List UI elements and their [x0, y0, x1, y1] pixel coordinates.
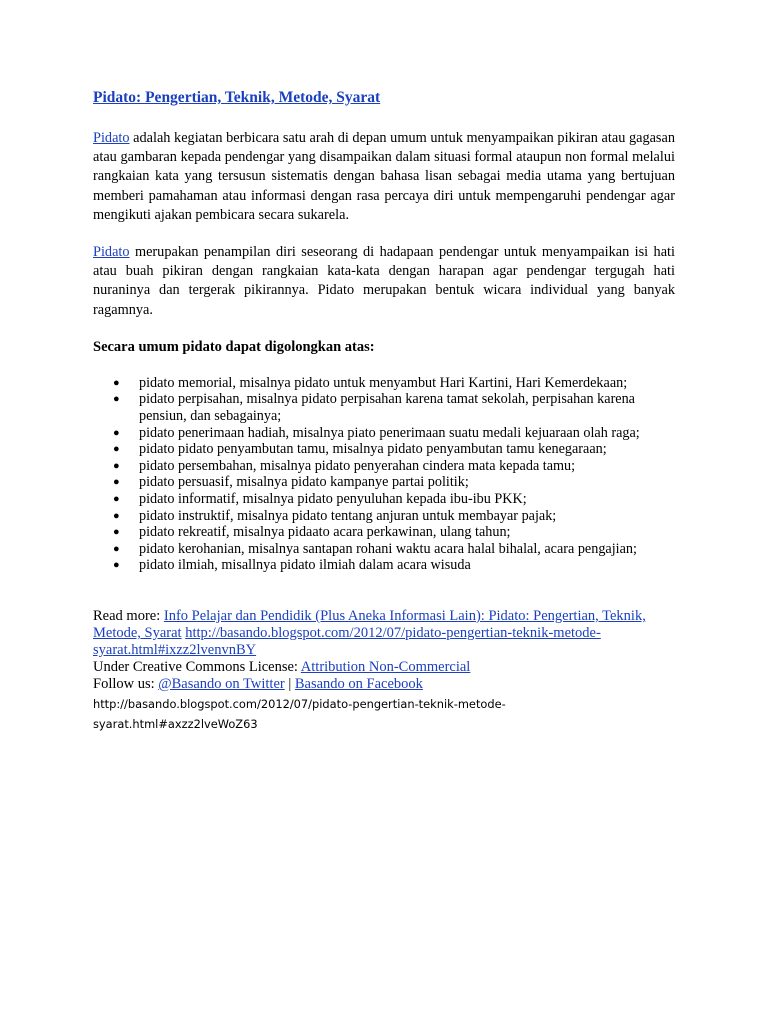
facebook-link[interactable]: Basando on Facebook	[294, 675, 423, 692]
pidato-types-list	[93, 375, 675, 574]
bullet-icon: ●	[113, 376, 120, 389]
bullet-icon: ●	[113, 526, 120, 539]
list-item: ● pidato kerohanian, misalnya santapan rohani waktu acara halal bihalal, acara pengajian;	[113, 540, 637, 557]
paragraph-definition-text: adalah kegiatan berbicara satu arah di depan umum untuk menyampaikan pikiran atau gagasan atau gambaran kepada pendengar yang disampaikan dalam situasi formal ataupun non formal melalui rangkaian kata yang tersusun sistematis dengan bahasa lisan sebagai media utama yang bertujuan memberi pamahaman atau informasi dengan rasa percaya diri untuk mempengaruhi pendengar agar mengikuti ajakan pembicara secara sukarela.	[93, 130, 675, 223]
list-item: ● pidato informatif, misalnya pidato penyuluhan kepada ibu-ibu PKK;	[113, 490, 527, 507]
document-page	[93, 88, 675, 734]
list-item: ● pidato ilmiah, misallnya pidato ilmiah dalam acara wisuda	[113, 557, 471, 574]
list-item: ● pidato pidato penyambutan tamu, misalnya pidato penyambutan tamu kenegaraan;	[113, 441, 607, 458]
pidato-link-2[interactable]: Pidato	[93, 244, 130, 261]
twitter-link[interactable]: @Basando on Twitter	[158, 675, 285, 692]
read-more-link[interactable]: Info Pelajar dan Pendidik (Plus Aneka Informasi Lain): Pidato: Pengertian, Teknik, Metode, Syarat	[93, 607, 646, 641]
bullet-icon: ●	[113, 542, 120, 555]
footer	[93, 608, 653, 734]
bullet-icon: ●	[113, 426, 120, 439]
list-item: ● pidato rekreatif, misalnya pidaato acara perkawinan, ulang tahun;	[113, 524, 511, 541]
title-link[interactable]: Pidato: Pengertian, Teknik, Metode, Syarat	[93, 89, 381, 106]
list-item: ● pidato instruktif, misalnya pidato tentang anjuran untuk membayar pajak;	[113, 507, 557, 524]
follow-line	[93, 676, 653, 693]
bullet-icon: ●	[113, 443, 120, 456]
list-item: ● pidato persuasif, misalnya pidato kampanye partai politik;	[113, 474, 469, 491]
bullet-icon: ●	[113, 559, 120, 572]
paragraph-description	[93, 243, 675, 320]
bullet-icon: ●	[113, 476, 120, 489]
paragraph-description-text: merupakan penampilan diri seseorang di hadapaan pendengar untuk menyampaikan isi hati atau buah pikiran dengan rangkaian kata-kata dengan harapan agar pendengar tergugah hati nuraninya dan tergerak pikirannya. Pidato merupakan bentuk wicara individual yang banyak ragamnya.	[93, 244, 675, 318]
bullet-icon: ●	[113, 492, 120, 505]
bullet-icon: ●	[113, 509, 120, 522]
list-heading: Secara umum pidato dapat digolongkan atas:	[93, 338, 375, 355]
list-item: ● pidato perpisahan, misalnya pidato perpisahan karena tamat sekolah, perpisahan karena pensiun, dan sebagainya;	[113, 391, 635, 425]
license-link[interactable]: Attribution Non-Commercial	[300, 658, 471, 675]
page-title[interactable]	[93, 88, 675, 107]
license-prefix: Under Creative Commons License:	[93, 658, 301, 675]
license-line	[93, 659, 653, 676]
bullet-icon: ●	[113, 393, 120, 406]
link-separator: |	[284, 675, 295, 692]
pidato-link-1[interactable]: Pidato	[93, 130, 130, 146]
list-item: ● pidato penerimaan hadiah, misalnya piato penerimaan suatu medali kejuaraan olah raga;	[113, 424, 640, 441]
list-item: ● pidato persembahan, misalnya pidato penyerahan cindera mata kepada tamu;	[113, 457, 576, 474]
bullet-icon: ●	[113, 459, 120, 472]
list-item: ● pidato memorial, misalnya pidato untuk menyambut Hari Kartini, Hari Kemerdekaan;	[113, 374, 628, 391]
read-more-prefix: Read more:	[93, 607, 164, 624]
read-more-line	[93, 608, 653, 659]
follow-prefix: Follow us:	[93, 675, 159, 692]
paragraph-definition	[93, 129, 675, 225]
read-more-url-link[interactable]: http://basando.blogspot.com/2012/07/pidato-pengertian-teknik-metode-syarat.html#ixzz2lvenvnBY	[93, 624, 601, 658]
url-note: http://basando.blogspot.com/2012/07/pidato-pengertian-teknik-metode-syarat.html#axzz2lveWoZ63	[93, 696, 506, 731]
